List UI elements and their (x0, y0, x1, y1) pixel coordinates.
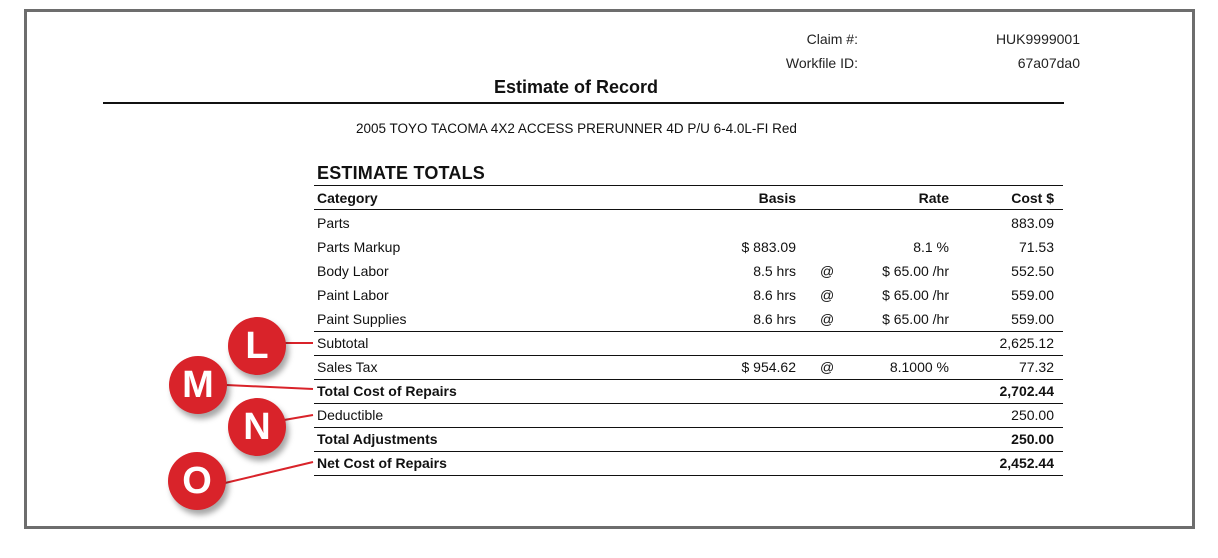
table-row-cost: 559.00 (1011, 287, 1054, 303)
table-row-cost: 552.50 (1011, 263, 1054, 279)
table-row-cost: 2,625.12 (999, 335, 1054, 351)
leader-m (226, 385, 313, 389)
table-row-cost: 559.00 (1011, 311, 1054, 327)
table-row-at: @ (820, 287, 835, 303)
table-row-category: Deductible (317, 407, 384, 423)
leader-n (284, 415, 313, 420)
table-row-cost: 250.00 (1011, 407, 1054, 423)
col-header-category: Category (317, 190, 378, 206)
table-row-cost: 250.00 (1011, 431, 1054, 447)
col-header-basis: Basis (758, 190, 796, 206)
table-row-basis: $ 883.09 (741, 239, 796, 255)
table-row-category: Parts (317, 215, 350, 231)
table-row-basis: 8.6 hrs (753, 287, 796, 303)
table-row-rate: $ 65.00 /hr (882, 311, 949, 327)
table-row-cost: 883.09 (1011, 215, 1054, 231)
table-row-category: Total Adjustments (317, 431, 438, 447)
table-row-basis: 8.6 hrs (753, 311, 796, 327)
callout-l-badge: L (228, 317, 286, 375)
table-row-at: @ (820, 263, 835, 279)
table-row-category: Subtotal (317, 335, 369, 351)
table-row-category: Sales Tax (317, 359, 378, 375)
claim-value: HUK9999001 (995, 31, 1080, 47)
table-row-basis: $ 954.62 (741, 359, 796, 375)
vehicle-description: 2005 TOYO TACOMA 4X2 ACCESS PRERUNNER 4D P/U 6-4.0L-FI Red (356, 121, 797, 136)
callout-n-badge: N (228, 398, 286, 456)
table-row-category: Body Labor (317, 263, 389, 279)
table-row-cost: 2,702.44 (999, 383, 1054, 399)
section-title: ESTIMATE TOTALS (317, 163, 485, 183)
table-row-rate: $ 65.00 /hr (882, 287, 949, 303)
document-title: Estimate of Record (494, 77, 659, 97)
table-row-at: @ (820, 311, 835, 327)
workfile-label: Workfile ID: (785, 55, 858, 71)
table-row-basis: 8.5 hrs (753, 263, 796, 279)
table-row-category: Total Cost of Repairs (317, 383, 457, 399)
table-row-rate: 8.1 % (913, 239, 949, 255)
table-row-category: Paint Supplies (317, 311, 407, 327)
table-row-rate: $ 65.00 /hr (882, 263, 949, 279)
table-row-at: @ (820, 359, 835, 375)
col-header-rate: Rate (918, 190, 949, 206)
callout-m-badge: M (169, 356, 227, 414)
table-row-category: Paint Labor (317, 287, 389, 303)
claim-label: Claim #: (806, 31, 858, 47)
col-header-cost: Cost $ (1011, 190, 1054, 206)
table-row-category: Parts Markup (317, 239, 401, 255)
leader-o (225, 462, 313, 483)
table-row-cost: 77.32 (1018, 359, 1054, 375)
table-row-category: Net Cost of Repairs (317, 455, 447, 471)
callout-o-badge: O (168, 452, 226, 510)
workfile-value: 67a07da0 (1017, 55, 1080, 71)
table-row-rate: 8.1000 % (889, 359, 949, 375)
table-row-cost: 2,452.44 (999, 455, 1054, 471)
table-row-cost: 71.53 (1018, 239, 1054, 255)
